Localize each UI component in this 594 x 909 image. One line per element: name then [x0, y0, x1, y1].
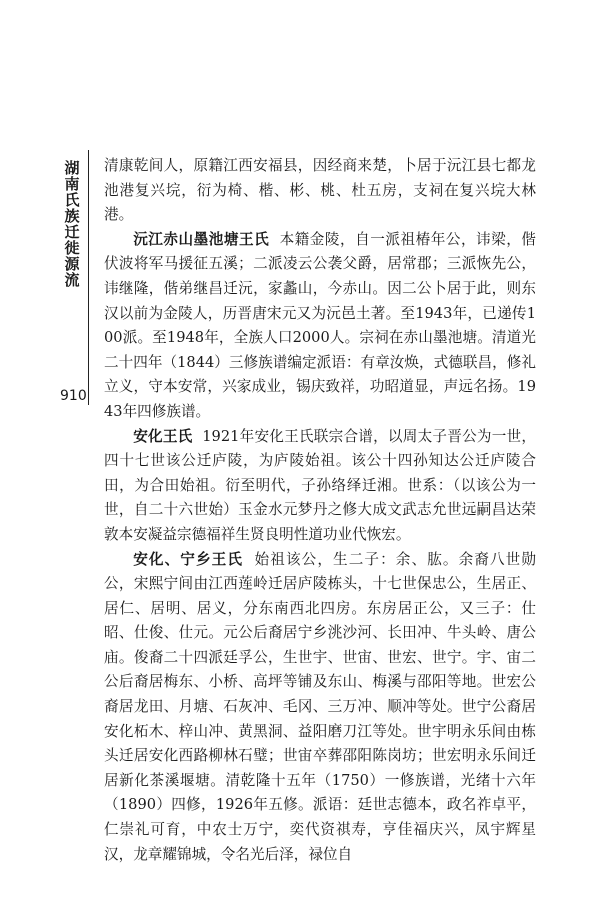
section-heading: 沅江赤山墨池塘王氏	[133, 230, 270, 248]
paragraph-anhua-wang	[104, 425, 536, 548]
paragraph-text: 1921年安化王氏联宗合谱，以周太子晋公为一世，四十七世该公迁庐陵，为庐陵始祖。该公十四孙知达公迁庐陵合田，为合田始祖。衍至明代，子孙络绎迁湘。世系：（以该公为一世，自二十六世始）玉金水元梦丹之修大成文武志允世远嗣昌达荣敦本安凝益宗德福祥生贤良明性道功业代恢宏。	[104, 427, 536, 543]
page-number: 910	[60, 388, 87, 404]
section-heading: 安化、宁乡王氏	[133, 550, 244, 568]
section-heading: 安化王氏	[133, 427, 193, 445]
body-text	[104, 154, 536, 867]
paragraph-text: 本籍金陵，自一派祖椿年公，讳梁，偕伏波将军马援征五溪；二派凌云公袭父爵，居常郡；三派恢先公，讳继隆，偕弟继昌迁沅，家蠡山，今赤山。因二公卜居于此，则东汉以前为金陵人，历晋唐宋元又为沅邑土著。至1943年，已递传100派。至1948年，全族人口2000人。宗祠在赤山墨池塘。清道光二十四年（1844）三修族谱编定派语：有章汝焕，式德联昌，修礼立义，守本安常，兴家成业，锡庆致祥，功昭道显，声远名扬。1943年四修族谱。	[104, 230, 536, 420]
paragraph-anhua-ningxiang-wang	[104, 548, 536, 868]
paragraph-text: 清康乾间人，原籍江西安福县，因经商来楚，卜居于沅江县七都龙池港复兴垸，衍为椅、楷、彬、桃、杜五房，支祠在复兴垸大林港。	[104, 157, 536, 224]
paragraph-yuanjiang-wang	[104, 228, 536, 425]
paragraph-text: 始祖该公，生二子：余、肱。余裔八世勋公，宋熙宁间由江西莲岭迁居庐陵栋头，十七世保忠公，生居正、居仁、居明、居义，分东南西北四房。东房居正公，又三子：仕昭、仕俊、仕元。元公后裔居宁乡洮沙河、长田冲、牛头岭、唐公庙。俊裔二十四派廷孚公，生世宇、世宙、世宏、世宁。宇、宙二公后裔居梅东、小桥、高坪等铺及东山、梅溪与邵阳等地。世宏公裔居龙田、月塘、石灰冲、毛冈、三万冲、顺冲等处。世宁公裔居安化柘木、梓山冲、黄黑洞、益阳磨刀江等处。世宇明永乐间由栋头迁居安化西路柳林石璧；世宙卒葬邵阳陈岗坊；世宏明永乐间迁居新化茶溪堰塘。清乾隆十五年（1750）一修族谱，光绪十六年（1890）四修，1926年五修。派语：廷世志德本，政名祚卓平，仁崇礼可育，中农士万宁，奕代资祺寿，亨佳福庆兴，凤宇辉星汉，龙章耀锦城，令名光后泽，禄位自	[104, 550, 536, 863]
running-section-title: 湖南氏族迁徙源流	[64, 159, 80, 289]
paragraph-continuation	[104, 154, 536, 228]
margin-rule	[88, 150, 89, 405]
